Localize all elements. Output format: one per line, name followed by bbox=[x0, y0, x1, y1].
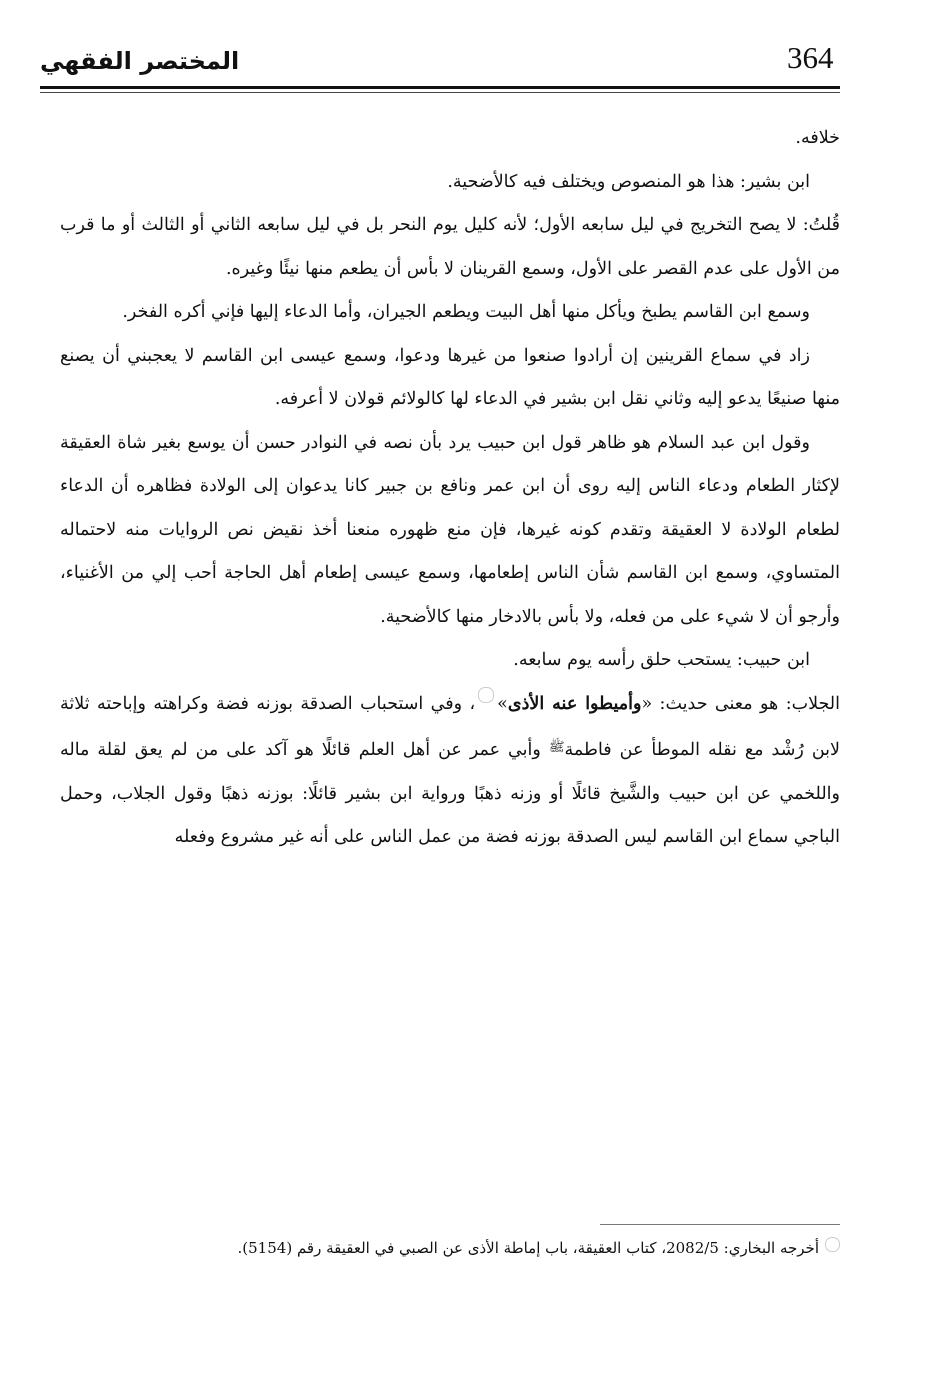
paragraph-6: وقول ابن عبد السلام هو ظاهر قول ابن حبيب يرد بأن نصه في النوادر حسن أن يوسع بغير شاة العقيقة لإكثار الطعام ودعاء الناس إليه روى أن ابن عمر ونافع بن جبير كانا يدعوان إلى الولادة فظاهره أن الدعاء لطعام الولادة لا العقيقة وتقدم كونه غيرها، فإن منع ظهوره منعنا أخذ نقيض نص الروايات منه لاحتماله المتساوي، وسمع ابن القاسم شأن الناس إطعامها، وسمع عيسى إطعام أهل الحاجة أحب إلي من الأغنياء، وأرجو أن لا شيء على من فعله، ولا بأس بالادخار منها كالأضحية. bbox=[60, 432, 840, 627]
paragraph-1: خلافه. bbox=[795, 128, 840, 148]
header-rule bbox=[40, 86, 840, 89]
body-text bbox=[60, 117, 840, 860]
paragraph-5: زاد في سماع القرينين إن أرادوا صنعوا من غيرها ودعوا، وسمع عيسى ابن القاسم لا يعجبني أن يصنع منها صنيعًا يدعو إليه وثاني نقل ابن بشير في الدعاء لها كالولائم قولان لا أعرفه. bbox=[60, 345, 840, 409]
footnote-number-icon bbox=[825, 1237, 840, 1252]
paragraph-7: ابن حبيب: يستحب حلق رأسه يوم سابعه. bbox=[513, 650, 810, 670]
paragraph-4: وسمع ابن القاسم يطبخ ويأكل منها أهل البيت ويطعم الجيران، وأما الدعاء إليها فإني أكره الفخر. bbox=[122, 302, 810, 322]
page-number: 364 bbox=[787, 40, 834, 75]
paragraph-8 bbox=[60, 683, 840, 860]
p8-middle: ، وفي استحباب الصدقة بوزنه فضة وكراهته وإباحته ثلاثة لابن رُشْد مع نقله الموطأ عن فاطمة bbox=[60, 693, 841, 760]
header-rule-thin bbox=[40, 92, 840, 93]
p8-lead: الجلاب: هو معنى حديث: « bbox=[641, 693, 841, 714]
footnote bbox=[60, 1232, 840, 1265]
hadith-quote: وأميطوا عنه الأذى bbox=[507, 693, 642, 714]
footnote-rule bbox=[600, 1224, 840, 1225]
honorific-glyph: ﷺ bbox=[548, 740, 565, 755]
running-title: المختصر الفقهي bbox=[40, 47, 240, 75]
footnote-marker-icon[interactable] bbox=[478, 687, 494, 703]
p8-close-quote: » bbox=[497, 693, 508, 714]
p8-tail: وأبي عمر عن أهل العلم قائلًا هو آكد على من لم يعق لقلة ماله واللخمي عن ابن حبيب والشَّيخ قائلًا أو وزنه ذهبًا ورواية ابن بشير قائلًا: بوزنه ذهبًا وقول الجلاب، وحمل الباجي سماع ابن القاسم ليس الصدقة بوزنه فضة من عمل الناس على أنه غير مشروع وفعله bbox=[60, 740, 840, 847]
paragraph-2: ابن بشير: هذا هو المنصوص ويختلف فيه كالأضحية. bbox=[447, 171, 810, 192]
paragraph-3: قُلتُ: لا يصح التخريج في ليل سابعه الأول؛ لأنه كليل يوم النحر بل في ليل سابعه الثاني أو الثالث أو ما قرب من الأول على عدم القصر على الأول، وسمع القرينان لا بأس أن يطعم منها نيئًا وغيره. bbox=[60, 215, 840, 279]
footnote-text: أخرجه البخاري: 2082/5، كتاب العقيقة، باب إماطة الأذى عن الصبي في العقيقة رقم (5154). bbox=[237, 1239, 819, 1257]
footnote-1 bbox=[60, 1232, 840, 1265]
